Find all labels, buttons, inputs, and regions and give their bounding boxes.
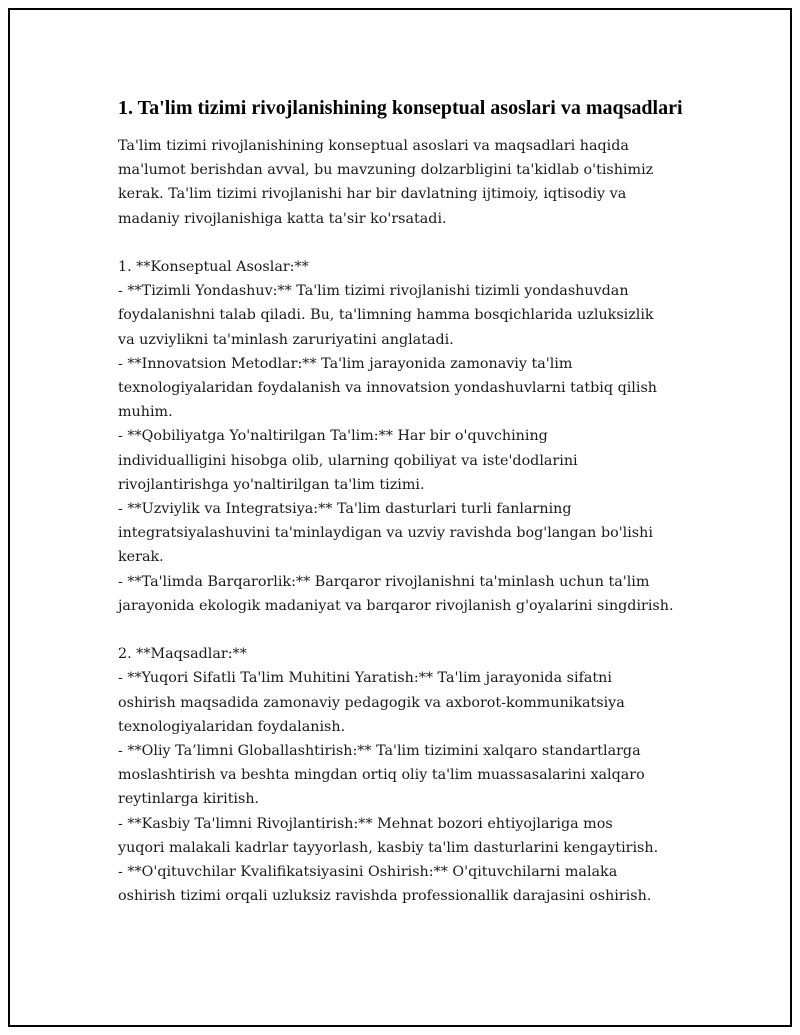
list-item: - **Kasbiy Ta'limni Rivojlantirish:** Mehnat bozori ehtiyojlariga mos yuqori malakali kadrlar tayyorlash, kasbiy ta'lim dasturlarini kengaytirish. (118, 815, 659, 856)
list-item: - **Yuqori Sifatli Ta'lim Muhitini Yaratish:** Ta'lim jarayonida sifatni oshirish maqsadida zamonaviy pedagogik va axborot-kommunikatsiya texnologiyalaridan foydalanish. (118, 670, 625, 735)
paragraph-spacer (118, 618, 698, 642)
list-item: - **Ta'limda Barqarorlik:** Barqaror rivojlanishni ta'minlash uchun ta'lim jarayonida ekologik madaniyat va barqaror rivojlanish g'oyalarini singdirish. (118, 573, 674, 614)
section-title: 1. **Konseptual Asoslar:** (118, 259, 309, 275)
list-item: - **Qobiliyatga Yo'naltirilgan Ta'lim:** Har bir o'quvchining individualligini hisobga olib, ularning qobiliyat va iste'dodlarini rivojlantirishga yo'naltirilgan ta'lim tizimi. (118, 428, 578, 493)
paragraph-spacer (118, 231, 698, 255)
intro-paragraph: Ta'lim tizimi rivojlanishining konseptual asoslari va maqsadlari haqida ma'lumot berishdan avval, bu mavzuning dolzarbligini ta'kidlab o'tishimiz kerak. Ta'lim tizimi rivojlanishi har bir davlatning ijtimoiy, iqtisodiy va madaniy rivojlanishiga katta ta'sir ko'rsatadi. (118, 138, 654, 227)
list-item: - **Oliy Ta’limni Globallashtirish:** Ta'lim tizimini xalqaro standartlarga moslashtirish va beshta mingdan ortiq oliy ta'lim muassasalarini xalqaro reytinlarga kiritish. (118, 743, 645, 808)
section-goals (118, 642, 698, 908)
section-title: 2. **Maqsadlar:** (118, 646, 247, 663)
document-heading: 1. Ta'lim tizimi rivojlanishining konseptual asoslari va maqsadlari (118, 97, 683, 119)
document-body (118, 94, 698, 908)
section-concepts (118, 255, 698, 618)
list-item: - **Tizimli Yondashuv:** Ta'lim tizimi rivojlanishi tizimli yondashuvdan foydalanishni talab qiladi. Bu, ta'limning hamma bosqichlarida uzluksizlik va uzviylikni ta'minlash zaruriyatini anglatadi. (118, 283, 654, 348)
list-item: - **Uzviylik va Integratsiya:** Ta'lim dasturlari turli fanlarning integratsiyalashuvini ta'minlaydigan va uzviy ravishda bog'langan bo'lishi kerak. (118, 501, 653, 566)
list-item: - **Innovatsion Metodlar:** Ta'lim jarayonida zamonaviy ta'lim texnologiyalaridan foydalanish va innovatsion yondashuvlarni tatbiq qilish muhim. (118, 355, 657, 421)
list-item: - **O'qituvchilar Kvalifikatsiyasini Oshirish:** O'qituvchilarni malaka oshirish tizimi orqali uzluksiz ravishda professionallik darajasini oshirish. (118, 864, 652, 905)
